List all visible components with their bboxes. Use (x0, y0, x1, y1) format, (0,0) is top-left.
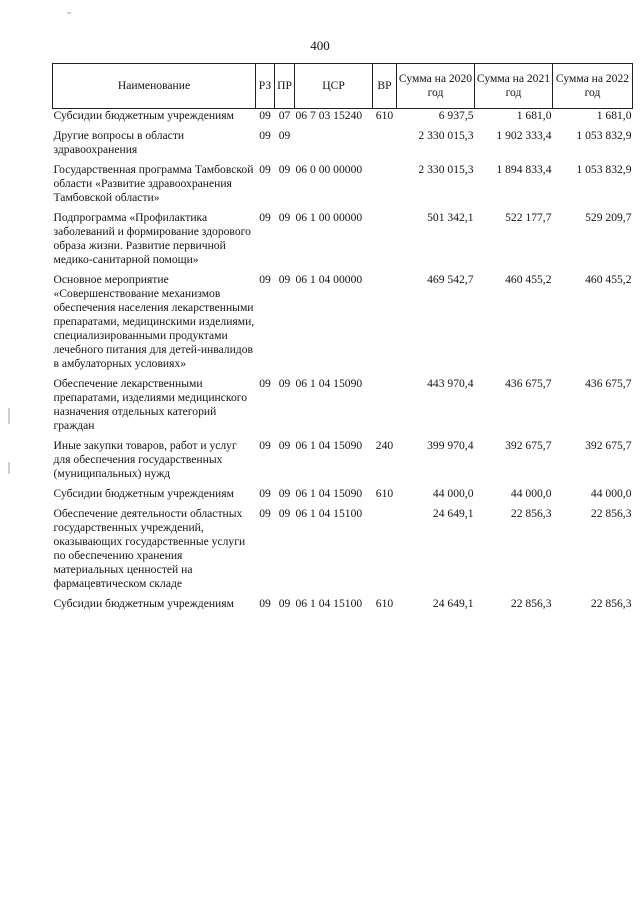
cell-pr: 09 (278, 377, 291, 390)
scan-mark (67, 12, 71, 14)
table-row (53, 109, 633, 130)
cell-sum-2020: 399 970,4 (427, 439, 474, 452)
cell-sum-2020: 2 330 015,3 (418, 163, 474, 176)
cell-csr: 06 1 04 15100 (295, 507, 363, 520)
cell-vr: 610 (375, 109, 394, 122)
cell-vr: 240 (375, 439, 394, 452)
cell-rz: 09 (259, 597, 271, 610)
table-row (53, 507, 633, 597)
cell-vr (373, 507, 397, 597)
table-row (53, 439, 633, 487)
header-csr: ЦСР (295, 64, 373, 109)
cell-sum-2020: 44 000,0 (432, 487, 474, 500)
header-sum-2021: Сумма на 2021 год (475, 64, 553, 109)
cell-sum-2021: 22 856,3 (510, 597, 552, 610)
cell-csr: 06 1 04 15090 (295, 439, 363, 452)
cell-csr: 06 7 03 15240 (295, 109, 363, 122)
cell-sum-2020: 24 649,1 (432, 507, 474, 520)
cell-name: Основное мероприятие «Совершенствование механизмов обеспечения населения лекарственными препаратами, медицинскими изделиями, специализированными продуктами лечебного питания для детей-инвалидов в амбулаторных условиях» (53, 273, 255, 370)
cell-sum-2021: 1 894 833,4 (496, 163, 552, 176)
table-row (53, 163, 633, 211)
cell-vr (373, 211, 397, 273)
cell-rz: 09 (259, 211, 271, 224)
cell-pr: 09 (278, 273, 291, 286)
cell-sum-2021: 522 177,7 (505, 211, 552, 224)
page-number: 400 (310, 38, 330, 53)
header-name: Наименование (53, 64, 256, 109)
cell-sum-2022: 44 000,0 (590, 487, 632, 500)
cell-sum-2021: 1 902 333,4 (496, 129, 552, 142)
cell-name: Субсидии бюджетным учреждениям (53, 597, 234, 610)
cell-pr: 07 (278, 109, 291, 122)
cell-rz: 09 (259, 377, 271, 390)
cell-pr: 09 (278, 507, 291, 520)
cell-sum-2021: 44 000,0 (510, 487, 552, 500)
header-vr: ВР (373, 64, 397, 109)
cell-sum-2022: 460 455,2 (585, 273, 632, 286)
table-row (53, 211, 633, 273)
cell-sum-2022: 392 675,7 (585, 439, 632, 452)
cell-sum-2021: 460 455,2 (505, 273, 552, 286)
budget-table (52, 63, 633, 617)
cell-name: Подпрограмма «Профилактика заболеваний и формирование здорового образа жизни. Развитие первичной медико-санитарной помощи» (53, 211, 251, 266)
cell-name: Другие вопросы в области здравоохранения (53, 129, 185, 156)
cell-vr (373, 377, 397, 439)
cell-csr (295, 129, 373, 163)
cell-sum-2020: 6 937,5 (438, 109, 474, 122)
header-pr: ПР (275, 64, 295, 109)
header-sum-2020: Сумма на 2020 год (397, 64, 475, 109)
cell-csr: 06 1 04 15090 (295, 377, 363, 390)
cell-rz: 09 (259, 273, 271, 286)
cell-sum-2021: 436 675,7 (505, 377, 552, 390)
cell-sum-2022: 1 053 832,9 (576, 163, 632, 176)
cell-sum-2021: 1 681,0 (516, 109, 552, 122)
cell-vr (373, 129, 397, 163)
cell-name: Субсидии бюджетным учреждениям (53, 487, 234, 500)
cell-name: Государственная программа Тамбовской области «Развитие здравоохранения Тамбовской области» (53, 163, 254, 204)
cell-rz: 09 (259, 439, 271, 452)
cell-csr: 06 0 00 00000 (295, 163, 363, 176)
cell-rz: 09 (259, 487, 271, 500)
table-row (53, 597, 633, 617)
table-row (53, 129, 633, 163)
cell-pr: 09 (278, 597, 291, 610)
cell-sum-2021: 392 675,7 (505, 439, 552, 452)
cell-pr: 09 (278, 129, 291, 142)
cell-name: Обеспечение деятельности областных государственных учреждений, оказывающих государственные услуги по обеспечению хранения материальных ценностей на фармацевтическом складе (53, 507, 246, 590)
header-sum-2022: Сумма на 2022 год (553, 64, 633, 109)
cell-vr: 610 (375, 487, 394, 500)
cell-rz: 09 (259, 129, 271, 142)
cell-rz: 09 (259, 507, 271, 520)
cell-sum-2021: 22 856,3 (510, 507, 552, 520)
cell-name: Обеспечение лекарственными препаратами, изделиями медицинского назначения отдельных категорий граждан (53, 377, 248, 432)
cell-rz: 09 (259, 109, 271, 122)
cell-vr (373, 273, 397, 377)
cell-pr: 09 (278, 439, 291, 452)
table-header-row (53, 64, 633, 109)
cell-sum-2022: 1 681,0 (596, 109, 632, 122)
cell-vr (373, 163, 397, 211)
cell-sum-2020: 469 542,7 (427, 273, 474, 286)
table-row (53, 487, 633, 507)
cell-pr: 09 (278, 211, 291, 224)
table-row (53, 377, 633, 439)
cell-rz: 09 (259, 163, 271, 176)
cell-sum-2022: 436 675,7 (585, 377, 632, 390)
scan-mark (8, 462, 10, 474)
cell-sum-2022: 22 856,3 (590, 597, 632, 610)
cell-csr: 06 1 04 15100 (295, 597, 363, 610)
cell-name: Субсидии бюджетным учреждениям (53, 109, 234, 122)
cell-sum-2020: 501 342,1 (427, 211, 474, 224)
cell-csr: 06 1 00 00000 (295, 211, 363, 224)
cell-sum-2022: 22 856,3 (590, 507, 632, 520)
header-rz: РЗ (256, 64, 275, 109)
cell-sum-2020: 24 649,1 (432, 597, 474, 610)
cell-sum-2022: 1 053 832,9 (576, 129, 632, 142)
table-row (53, 273, 633, 377)
cell-csr: 06 1 04 15090 (295, 487, 363, 500)
table-body (53, 109, 633, 618)
cell-csr: 06 1 04 00000 (295, 273, 363, 286)
scan-mark (8, 408, 10, 424)
cell-vr: 610 (375, 597, 394, 610)
cell-pr: 09 (278, 487, 291, 500)
cell-sum-2020: 2 330 015,3 (418, 129, 474, 142)
cell-sum-2020: 443 970,4 (427, 377, 474, 390)
cell-name: Иные закупки товаров, работ и услуг для обеспечения государственных (муниципальных) нужд (53, 439, 237, 480)
cell-sum-2022: 529 209,7 (585, 211, 632, 224)
cell-pr: 09 (278, 163, 291, 176)
